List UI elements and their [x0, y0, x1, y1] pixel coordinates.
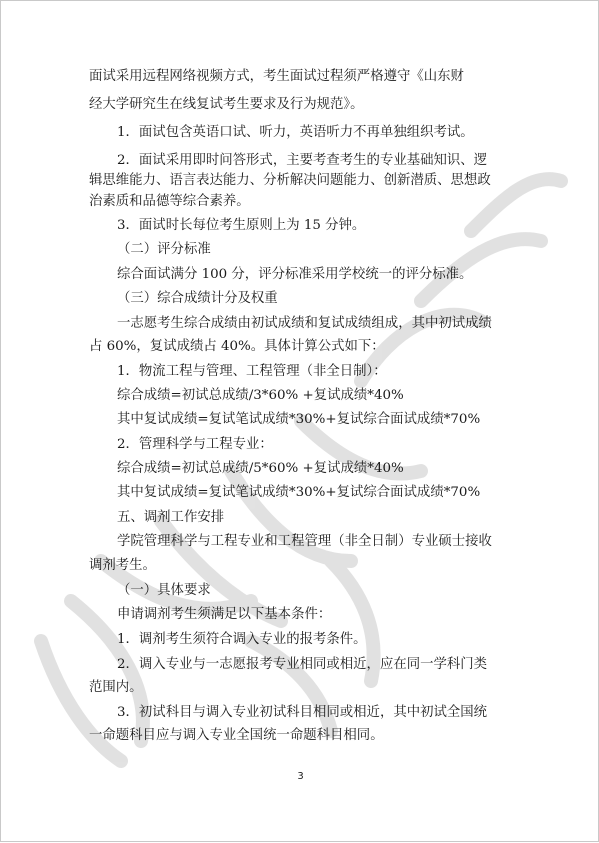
formula-line: 综合成绩=初试总成绩/5*60% +复试成绩*40%: [117, 461, 404, 476]
paragraph-line: 治素质和品德等综合素养。: [89, 194, 250, 209]
paragraph-line: 经大学研究生在线复试考生要求及行为规范》。: [89, 97, 364, 112]
paragraph-line: 学院管理科学与工程专业和工程管理（非全日制）专业硕士接收: [117, 534, 492, 549]
paragraph-line: 范围内。: [89, 680, 143, 695]
list-item: 3．面试时长每位考生原则上为 15 分钟。: [117, 218, 366, 233]
paragraph-line: 一志愿考生综合成绩由初试成绩和复试成绩组成，其中初试成绩: [117, 316, 492, 331]
paragraph-line: 调剂考生。: [89, 558, 156, 573]
paragraph-line: 占 60%，复试成绩占 40%。具体计算公式如下：: [89, 339, 385, 354]
list-item: 1．面试包含英语口试、听力，英语听力不再单独组织考试。: [117, 125, 474, 140]
formula-line: 综合成绩=初试总成绩/3*60% +复试成绩*40%: [117, 388, 404, 403]
section-heading: 五、调剂工作安排: [117, 510, 225, 525]
page-number: 3: [297, 771, 304, 782]
section-heading: （二）评分标准: [117, 242, 211, 257]
section-heading: （三）综合成绩计分及权重: [117, 291, 278, 306]
paragraph-line: 综合面试满分 100 分，评分标准采用学校统一的评分标准。: [117, 267, 473, 282]
list-item: 1．调剂考生须符合调入专业的报考条件。: [117, 632, 367, 647]
list-item: 2．面试采用即时问答形式，主要考查考生的专业基础知识、逻: [117, 153, 488, 168]
formula-line: 其中复试成绩=复试笔试成绩*30%+复试综合面试成绩*70%: [117, 412, 481, 427]
paragraph-line: 申请调剂考生须满足以下基本条件：: [117, 607, 332, 622]
paragraph-line: 一命题科目应与调入专业全国统一命题科目相同。: [89, 728, 384, 743]
section-heading: （一）具体要求: [117, 583, 211, 598]
list-item: 1．物流工程与管理、工程管理（非全日制）：: [117, 364, 387, 379]
list-item: 3．初试科目与调入专业初试科目相同或相近，其中初试全国统: [117, 705, 488, 720]
list-item: 2．管理科学与工程专业：: [117, 437, 273, 452]
paragraph-line: 面试采用远程网络视频方式，考生面试过程须严格遵守《山东财: [89, 69, 464, 84]
paragraph-line: 辑思维能力、语言表达能力、分析解决问题能力、创新潜质、思想政: [89, 173, 491, 188]
formula-line: 其中复试成绩=复试笔试成绩*30%+复试综合面试成绩*70%: [117, 485, 481, 500]
list-item: 2．调入专业与一志愿报考专业相同或相近，应在同一学科门类: [117, 657, 488, 672]
